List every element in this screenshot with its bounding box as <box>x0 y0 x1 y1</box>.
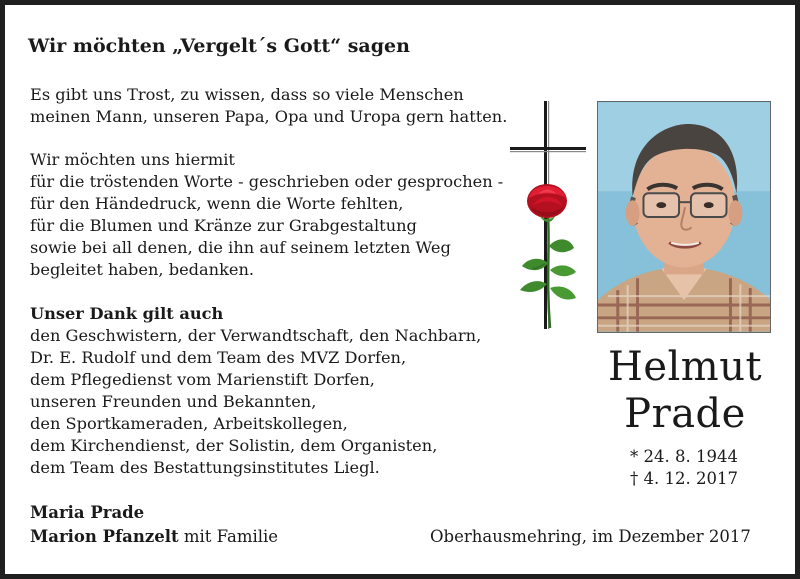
text-line: für den Händedruck, wenn die Worte fehlten, <box>30 194 404 213</box>
gratitude-paragraph <box>30 303 481 479</box>
text-line: Wir möchten uns hiermit <box>30 150 235 169</box>
gratitude-title: Unser Dank gilt auch <box>30 304 224 323</box>
death-date: † 4. 12. 2017 <box>630 469 738 488</box>
text-line: für die Blumen und Kränze zur Grabgestaltung <box>30 216 417 235</box>
text-line: den Geschwistern, der Verwandtschaft, den Nachbarn, <box>30 326 482 345</box>
signature-name: Marion Pfanzelt <box>30 527 179 546</box>
text-line: unseren Freunden und Bekannten, <box>30 392 317 411</box>
deceased-last-name: Prade <box>624 391 746 437</box>
deceased-first-name: Helmut <box>607 344 763 390</box>
text-line: Dr. E. Rudolf und dem Team des MVZ Dorfen, <box>30 348 407 367</box>
text-line: sowie bei all denen, die ihn auf seinem letzten Weg <box>30 238 451 257</box>
text-line: dem Kirchendienst, der Solistin, dem Organisten, <box>30 436 438 455</box>
signature-suffix: mit Familie <box>178 527 279 546</box>
cross-with-rose-icon <box>500 98 600 333</box>
text-line: dem Team des Bestattungsinstitutes Liegl. <box>30 458 380 477</box>
text-line: den Sportkameraden, Arbeitskollegen, <box>30 414 348 433</box>
birth-date: * 24. 8. 1944 <box>630 447 738 466</box>
text-line: meinen Mann, unseren Papa, Opa und Uropa gern hatten. <box>30 107 508 126</box>
text-line: begleitet haben, bedanken. <box>30 260 255 279</box>
signatures <box>30 501 278 549</box>
life-dates <box>630 446 738 490</box>
text-line: dem Pflegedienst vom Marienstift Dorfen, <box>30 370 375 389</box>
thanks-heading: Wir möchten „Vergelt´s Gott“ sagen <box>28 35 410 57</box>
place-and-date: Oberhausmehring, im Dezember 2017 <box>430 527 751 546</box>
text-line: für die tröstenden Worte - geschrieben oder gesprochen - <box>30 172 504 191</box>
text-line: Es gibt uns Trost, zu wissen, dass so viele Menschen <box>30 85 464 104</box>
intro-paragraph <box>30 84 507 128</box>
signature-line <box>30 525 278 549</box>
portrait-photo <box>597 101 771 333</box>
thanks-paragraph <box>30 149 503 281</box>
signature-line: Maria Prade <box>30 503 145 522</box>
